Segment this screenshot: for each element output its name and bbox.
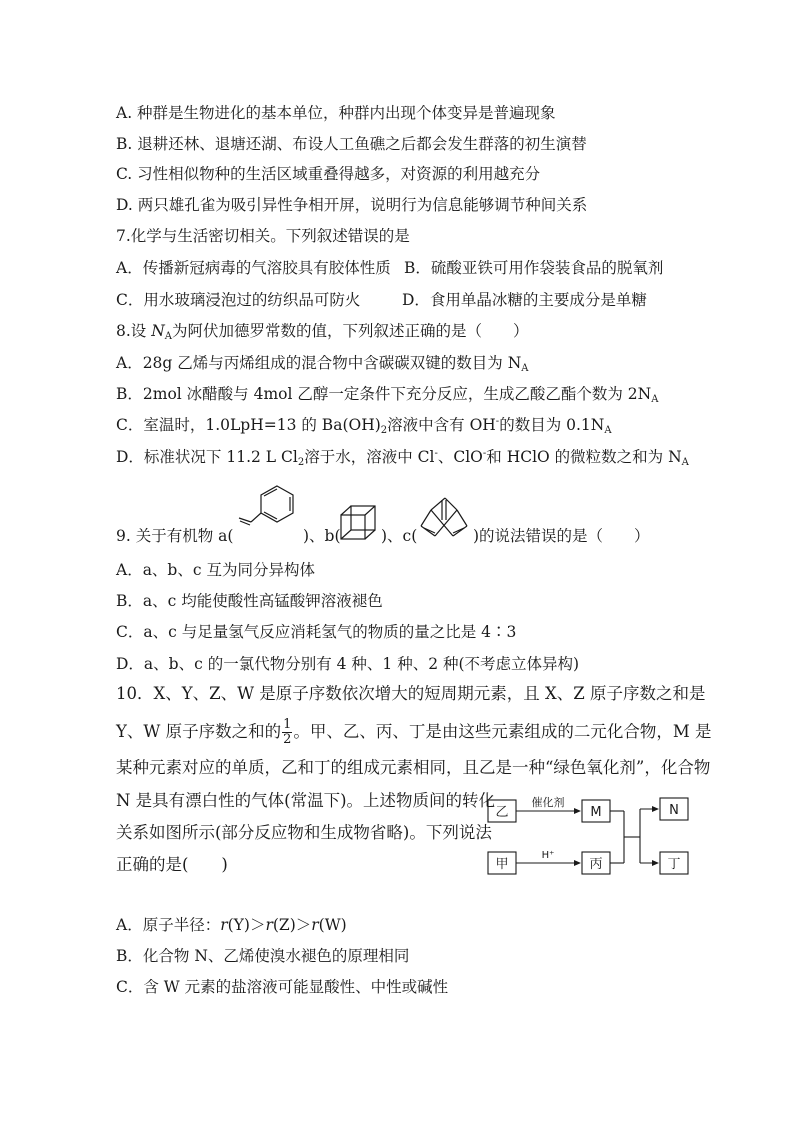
q9-option-c: C．a、c 与足量氢气反应消耗氢气的物质的量之比是 4∶3 [116,623,517,641]
node-m: M [590,805,602,820]
q9-stem-end: )的说法错误的是（ ） [473,527,650,545]
q8-option-c: C．室温时，1.0LpH=13 的 $Ba(OH)_2$溶液中含有 OH-的数目为 $0.1N_A$ [116,416,612,436]
fraction-one-half: $\frac{1}{2}$ [283,717,292,747]
catalyst-label: 催化剂 [531,796,565,809]
transformation-diagram [484,788,694,884]
q7-option-c: C．用水玻璃浸泡过的纺织品可防火 [116,291,361,309]
q9-option-b: B．a、c 均能使酸性高锰酸钾溶液褪色 [116,592,383,610]
q7-option-b: B．硫酸亚铁可用作袋装食品的脱氧剂 [404,259,664,277]
q10-line-2: Y、W 原子序数之和的 $\frac{1}{2}$ 。甲、乙、丙、丁是由这些元素组成的二元化合物，M 是 [116,717,712,747]
q10-line-4: N 是具有漂白性的气体(常温下)。上述物质间的转化 [116,791,496,810]
q9-stem-c: )、c( [381,527,418,545]
q9-stem-a: 9. 关于有机物 a( [116,527,234,545]
q7-option-a: A．传播新冠病毒的气溶胶具有胶体性质 [116,259,391,277]
cubane-structure [337,503,379,543]
q10-line-6: 正确的是( ) [116,855,228,874]
q10-option-a: A．原子半径：r(Y)＞r(Z)＞r(W) [116,916,347,934]
q10-line-1: 10．X、Y、Z、W 是原子序数依次增大的短周期元素，且 X、Z 原子序数之和是 [116,684,706,703]
q7-option-d: D．食用单晶冰糖的主要成分是单糖 [402,291,647,309]
q8-option-b: B．2mol 冰醋酸与 4mol 乙醇一定条件下充分反应，生成乙酸乙酯个数为 $2N_A$ [116,385,659,405]
q6-option-a: A. 种群是生物进化的基本单位，种群内出现个体变异是普遍现象 [116,104,556,122]
bicyclic-structure [415,490,471,542]
q6-option-b: B. 退耕还林、退塘还湖、布设人工鱼礁之后都会发生群落的初生演替 [116,135,587,153]
node-jia: 甲 [495,857,509,872]
q6-option-c: C. 习性相似物种的生活区域重叠得越多，对资源的利用越充分 [116,165,541,183]
node-yi: 乙 [495,805,509,820]
node-ding: 丁 [667,857,681,872]
q6-option-d: D. 两只雄孔雀为吸引异性争相开屏，说明行为信息能够调节种间关系 [116,196,588,214]
q8-option-d: D．标准状况下 11.2 L $Cl_2$溶于水，溶液中 Cl-、ClO-和 HClO 的微粒数之和为 $N_A$ [116,448,689,468]
q10-option-b: B．化合物 N、乙烯使溴水褪色的原理相同 [116,947,410,965]
q8-stem: 8.设 $N_A$为阿伏加德罗常数的值，下列叙述正确的是（ ） [116,322,529,342]
h-plus-label: H⁺ [541,850,555,861]
q9-option-a: A．a、b、c 互为同分异构体 [116,561,315,579]
styrene-structure [237,480,299,546]
q10-line-5: 关系如图所示(部分反应物和生成物省略)。下列说法 [116,823,492,842]
node-n: N [669,803,679,818]
q9-option-d: D．a、b、c 的一氯代物分别有 4 种、1 种、2 种(不考虑立体异构) [116,655,580,673]
q10-line-3: 某种元素对应的单质，乙和丁的组成元素相同，且乙是一种“绿色氧化剂”，化合物 [116,758,711,777]
q9-stem-b: )、b( [303,527,341,545]
q10-option-c: C．含 W 元素的盐溶液可能显酸性、中性或碱性 [116,978,449,996]
node-bing: 丙 [589,857,603,872]
q8-option-a: A．28g 乙烯与丙烯组成的混合物中含碳碳双键的数目为 $N_A$ [116,354,529,374]
q7-stem: 7.化学与生活密切相关。下列叙述错误的是 [116,227,410,245]
